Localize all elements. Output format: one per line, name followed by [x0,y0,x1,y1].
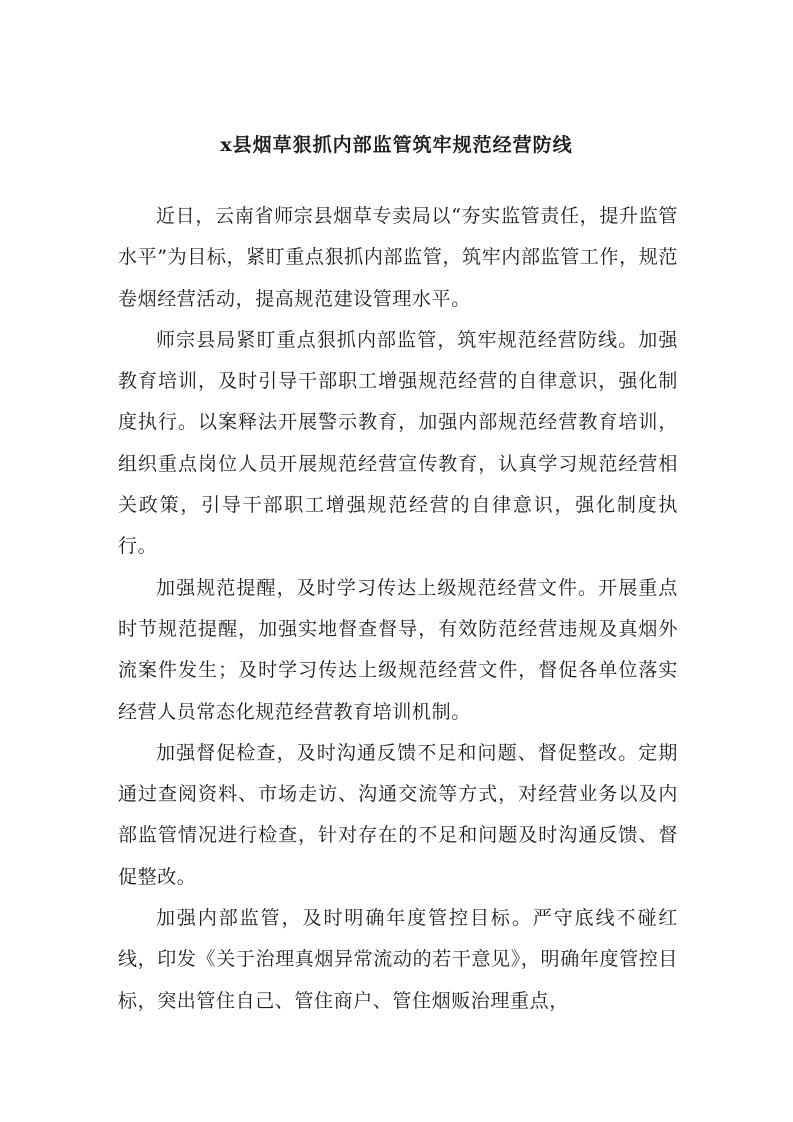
paragraph-inspection: 加强督促检查，及时沟通反馈不足和问题、督促整改。定期通过查阅资料、市场走访、沟通交流等方式，对经营业务以及内部监管情况进行检查，针对存在的不足和问题及时沟通反馈、督促整改。 [118,741,678,888]
paragraph-internal-supervision: 加强内部监管，及时明确年度管控目标。严守底线不碰红线，印发《关于治理真烟异常流动的若干意见》，明确年度管控目标，突出管住自己、管住商户、管住烟贩治理重点， [118,907,678,1012]
paragraph-education-training: 师宗县局紧盯重点狠抓内部监管，筑牢规范经营防线。加强教育培训，及时引导干部职工增强规范经营的自律意识，强化制度执行。以案释法开展警示教育，加强内部规范经营教育培训，组织重点岗位人员开展规范经营宣传教育，认真学习规范经营相关政策，引导干部职工增强规范经营的自律意识，强化制度执行。 [118,328,678,558]
document-title: x县烟草狠抓内部监管筑牢规范经营防线 [220,134,573,156]
document-body [118,196,678,1022]
paragraph-reminders: 加强规范提醒，及时学习传达上级规范经营文件。开展重点时节规范提醒，加强实地督查督导，有效防范经营违规及真烟外流案件发生；及时学习传达上级规范经营文件，督促各单位落实经营人员常态化规范经营教育培训机制。 [118,576,678,723]
paragraph-intro: 近日，云南省师宗县烟草专卖局以“夯实监管责任，提升监管水平”为目标，紧盯重点狠抓内部监管，筑牢内部监管工作，规范卷烟经营活动，提高规范建设管理水平。 [118,205,678,310]
